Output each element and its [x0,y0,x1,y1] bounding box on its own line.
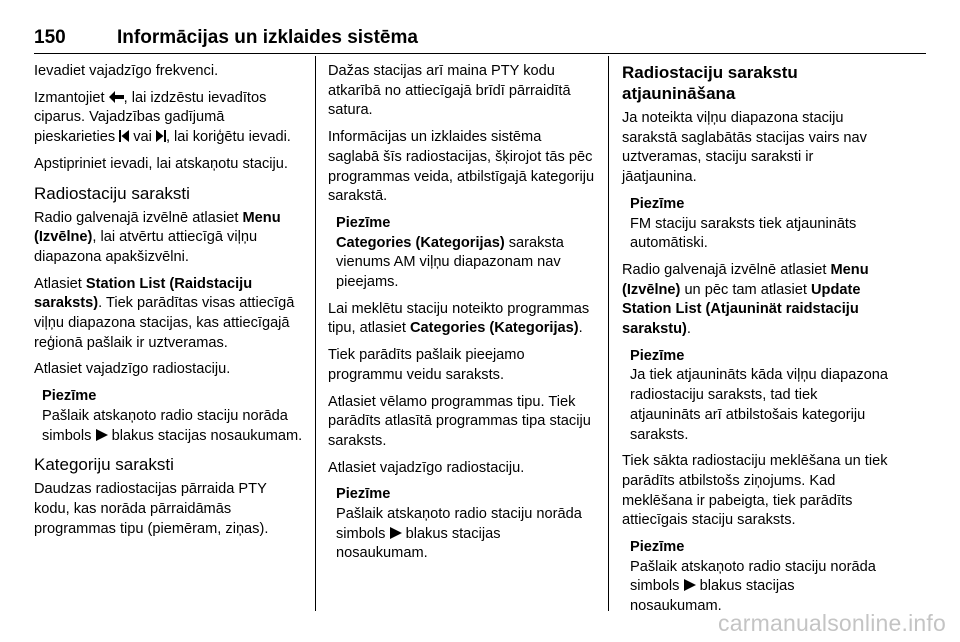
note-title: Piezīme [630,347,685,364]
note-box: Piezīme Pašlaik atskaņoto radio staciju norāda simbols blakus stacijas nosaukumam. [336,485,596,564]
section-heading: Kategoriju saraksti [34,455,174,475]
play-triangle-icon [390,525,402,545]
paragraph: Informācijas un izklaides sistēma saglabā šīs radiostacijas, šķirojot tās pēc programmas veida, atbilstīgajā kategoriju sarakstā. [328,129,595,205]
paragraph: Atlasiet vajadzīgo radiostaciju. [328,459,525,476]
note-title: Piezīme [630,195,685,212]
column-divider-2 [608,56,609,611]
note-box: Piezīme Pašlaik atskaņoto radio staciju norāda simbols blakus stacijas nosaukumam. [42,387,304,446]
column-1 [34,62,304,546]
paragraph: Apstipriniet ievadi, lai atskaņotu staciju. [34,155,288,172]
paragraph: Tiek sākta radiostaciju meklēšana un tiek parādīts atbilstošs ziņojums. Kad meklēšana ir pabeigta, tiek parādīts attiecīgais staciju saraksts. [622,453,888,529]
paragraph: Tiek parādīts pašlaik pieejamo programmu veidu saraksts. [328,347,525,383]
skip-back-icon [119,128,129,148]
paragraph: Daudzas radiostacijas pārraida PTY kodu, kas norāda pārraidāmās programmas tipu (piemēram, ziņas). [34,481,269,537]
play-triangle-icon [96,427,108,447]
paragraph: Ja noteikta viļņu diapazona staciju sarakstā saglabātās stacijas vairs nav uztveramas, staciju saraksti ir jāatjaunina. [622,110,867,186]
page-title: Informācijas un izklaides sistēma [117,27,418,48]
page-header [34,27,926,51]
note-title: Piezīme [336,214,391,231]
paragraph: Radio galvenajā izvēlnē atlasiet Menu (Izvēlne), lai atvērtu attiecīgā viļņu diapazona apakšizvēlni. [34,209,281,265]
column-2 [328,62,596,571]
section-heading: Radiostaciju sarakstu atjaunināšana [622,63,798,103]
note-title: Piezīme [42,388,97,405]
note-box: Piezīme Pašlaik atskaņoto radio staciju norāda simbols blakus stacijas nosaukumam. [630,538,890,617]
paragraph: Radio galvenajā izvēlnē atlasiet Menu (Izvēlne) un pēc tam atlasiet Update Station List (Atjauninät raidstaciju sarakstu). [622,261,869,338]
header-rule [34,53,926,54]
column-divider-1 [315,56,316,611]
paragraph: Ievadiet vajadzīgo frekvenci. [34,63,219,79]
skip-forward-icon [156,128,166,148]
note-box: Piezīme FM staciju saraksts tiek atjaunināts automātiski. [630,195,890,254]
paragraph: Atlasiet vajadzīgo radiostaciju. [34,361,231,378]
note-box: Piezīme Categories (Kategorijas) saraksta vienums AM viļņu diapazonam nav pieejams. [336,214,596,293]
section-heading: Radiostaciju saraksti [34,183,190,203]
paragraph: Atlasiet vēlamo programmas tipu. Tiek parādīts atlasītā programmas tipa staciju saraksts. [328,393,591,449]
back-arrow-icon [109,89,124,109]
page-number: 150 [34,27,66,48]
note-title: Piezīme [630,539,685,556]
note-box: Piezīme Ja tiek atjaunināts kāda viļņu diapazona radiostaciju saraksts, tad tiek atjaunināts arī atbilstošais kategoriju saraksts. [630,347,888,443]
paragraph: Lai meklētu staciju noteikto programmas tipu, atlasiet Categories (Kategorijas). [328,300,590,337]
column-3 [622,62,890,624]
play-triangle-icon [684,577,696,597]
note-title: Piezīme [336,486,391,503]
paragraph: Izmantojiet , lai izdzēstu ievadītos ciparus. Vajadzības gadījumā pieskarieties vai , lai koriģētu ievadi. [34,89,304,148]
paragraph: Dažas stacijas arī maina PTY kodu atkarībā no attiecīgajā brīdī pārraidītā satura. [328,63,571,119]
watermark: carmanualsonline.info [718,610,946,636]
paragraph: Atlasiet Station List (Raidstaciju saraksts). Tiek parādītas visas attiecīgā viļņu diapazona stacijas, kas attiecīgajā reģionā pašlaik ir uztveramas. [34,275,295,351]
